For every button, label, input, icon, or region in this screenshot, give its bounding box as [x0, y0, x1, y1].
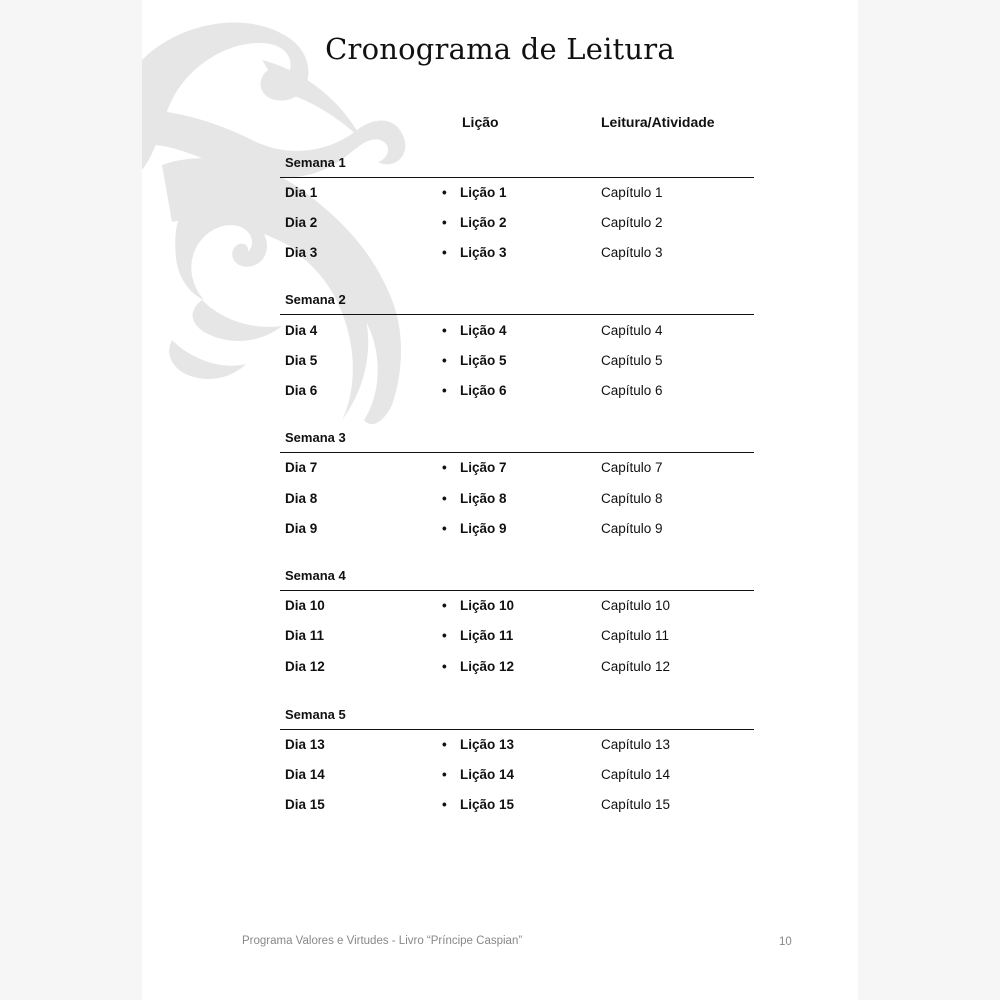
table-row	[280, 185, 754, 205]
table-row	[280, 659, 754, 679]
day-label: Dia 11	[285, 628, 325, 643]
document-page	[142, 0, 858, 1000]
reading-label: Capítulo 9	[601, 521, 663, 536]
lesson-label: Lição 5	[460, 353, 507, 368]
table-row	[280, 383, 754, 403]
lesson-label: Lição 13	[460, 737, 515, 752]
lesson-label: Lição 2	[460, 215, 507, 230]
lesson-label: Lição 3	[460, 245, 507, 260]
lesson-label: Lição 1	[460, 185, 507, 200]
week-label: Semana 3	[285, 430, 346, 445]
reading-label: Capítulo 2	[601, 215, 663, 230]
reading-label: Capítulo 11	[601, 628, 670, 643]
reading-label: Capítulo 7	[601, 460, 663, 475]
bullet-icon: •	[442, 185, 447, 200]
reading-label: Capítulo 4	[601, 323, 663, 338]
lesson-label: Lição 15	[460, 797, 515, 812]
lesson-label: Lição 4	[460, 323, 507, 338]
bullet-icon: •	[442, 323, 447, 338]
table-row	[280, 460, 754, 480]
lesson-label: Lição 14	[460, 767, 515, 782]
table-row	[280, 737, 754, 757]
bullet-icon: •	[442, 491, 447, 506]
lesson-label: Lição 6	[460, 383, 507, 398]
bullet-icon: •	[442, 737, 447, 752]
day-label: Dia 7	[285, 460, 318, 475]
table-row	[280, 628, 754, 648]
column-header-licao: Lição	[462, 114, 499, 130]
day-label: Dia 4	[285, 323, 318, 338]
day-label: Dia 2	[285, 215, 318, 230]
lesson-label: Lição 11	[460, 628, 514, 643]
reading-label: Capítulo 6	[601, 383, 663, 398]
day-label: Dia 9	[285, 521, 318, 536]
week-divider	[280, 452, 754, 453]
reading-label: Capítulo 8	[601, 491, 663, 506]
page-title: Cronograma de Leitura	[325, 32, 675, 66]
table-row	[280, 491, 754, 511]
table-row	[280, 215, 754, 235]
bullet-icon: •	[442, 598, 447, 613]
week-divider	[280, 177, 754, 178]
week-divider	[280, 590, 754, 591]
bullet-icon: •	[442, 383, 447, 398]
table-row	[280, 521, 754, 541]
day-label: Dia 3	[285, 245, 318, 260]
day-label: Dia 14	[285, 767, 325, 782]
reading-label: Capítulo 12	[601, 659, 671, 674]
bullet-icon: •	[442, 353, 447, 368]
table-row	[280, 323, 754, 343]
day-label: Dia 5	[285, 353, 318, 368]
reading-label: Capítulo 5	[601, 353, 663, 368]
reading-label: Capítulo 10	[601, 598, 671, 613]
day-label: Dia 6	[285, 383, 318, 398]
week-label: Semana 2	[285, 292, 346, 307]
week-divider	[280, 729, 754, 730]
page-number: 10	[779, 936, 792, 948]
day-label: Dia 8	[285, 491, 318, 506]
week-label: Semana 1	[285, 155, 346, 170]
day-label: Dia 12	[285, 659, 325, 674]
lesson-label: Lição 12	[460, 659, 515, 674]
reading-label: Capítulo 15	[601, 797, 671, 812]
bullet-icon: •	[442, 797, 447, 812]
footer-text: Programa Valores e Virtudes - Livro “Príncipe Caspian”	[242, 935, 523, 947]
bullet-icon: •	[442, 215, 447, 230]
bullet-icon: •	[442, 767, 447, 782]
column-header-leitura: Leitura/Atividade	[601, 114, 715, 130]
reading-label: Capítulo 13	[601, 737, 671, 752]
day-label: Dia 15	[285, 797, 325, 812]
week-label: Semana 5	[285, 707, 346, 722]
lesson-label: Lição 8	[460, 491, 507, 506]
table-row	[280, 245, 754, 265]
bullet-icon: •	[442, 628, 447, 643]
day-label: Dia 1	[285, 185, 318, 200]
table-row	[280, 353, 754, 373]
table-row	[280, 767, 754, 787]
reading-label: Capítulo 14	[601, 767, 671, 782]
lesson-label: Lição 10	[460, 598, 515, 613]
table-row	[280, 797, 754, 817]
lesson-label: Lição 9	[460, 521, 507, 536]
table-row	[280, 598, 754, 618]
reading-label: Capítulo 1	[601, 185, 663, 200]
day-label: Dia 10	[285, 598, 325, 613]
bullet-icon: •	[442, 245, 447, 260]
bullet-icon: •	[442, 659, 447, 674]
reading-label: Capítulo 3	[601, 245, 663, 260]
bullet-icon: •	[442, 460, 447, 475]
week-divider	[280, 314, 754, 315]
lesson-label: Lição 7	[460, 460, 507, 475]
week-label: Semana 4	[285, 568, 346, 583]
day-label: Dia 13	[285, 737, 325, 752]
bullet-icon: •	[442, 521, 447, 536]
